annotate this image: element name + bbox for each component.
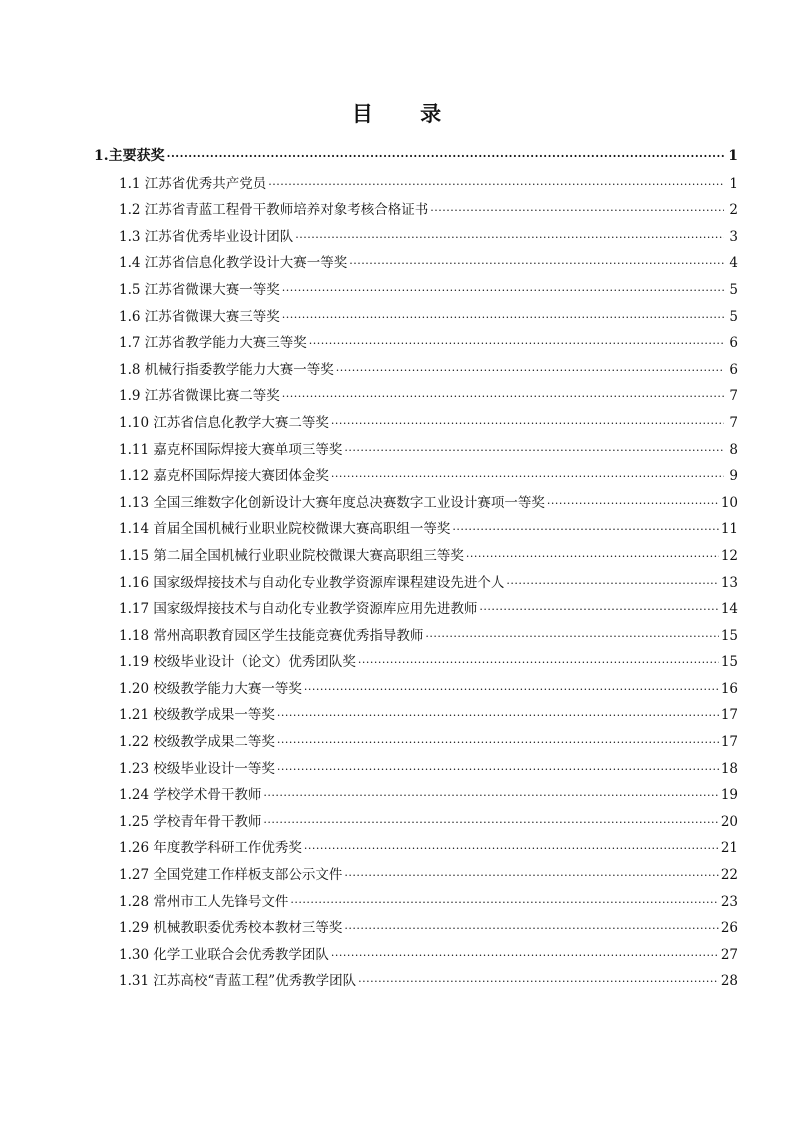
toc-entry[interactable] bbox=[94, 251, 738, 278]
toc-dot-leader bbox=[304, 679, 719, 693]
toc-entry-page-number: 5 bbox=[729, 308, 738, 325]
toc-entry-page-number: 3 bbox=[729, 228, 738, 245]
toc-entry[interactable] bbox=[94, 943, 738, 970]
toc-entry-page-number: 10 bbox=[720, 494, 738, 511]
toc-entry-page-number: 6 bbox=[729, 361, 738, 378]
toc-entry-label: 1.23 校级毕业设计一等奖 bbox=[119, 760, 275, 777]
toc-entry-label: 1.18 常州高职教育园区学生技能竞赛优秀指导教师 bbox=[119, 627, 424, 644]
toc-entry[interactable] bbox=[94, 172, 738, 199]
toc-entry[interactable] bbox=[94, 677, 738, 704]
toc-entry-label: 1.1 江苏省优秀共产党员 bbox=[119, 175, 267, 192]
toc-entry-page-number: 17 bbox=[720, 707, 738, 724]
toc-dot-leader bbox=[344, 440, 724, 454]
toc-entry-page-number: 15 bbox=[720, 627, 738, 644]
toc-entry-label: 1.16 国家级焊接技术与自动化专业教学资源库课程建设先进个人 bbox=[119, 574, 505, 591]
toc-entry[interactable] bbox=[94, 703, 738, 730]
toc-entry-page-number: 5 bbox=[729, 281, 738, 298]
toc-entry[interactable] bbox=[94, 225, 738, 252]
toc-entry-page-number: 8 bbox=[729, 441, 738, 458]
toc-entry-label: 1.6 江苏省微课大赛三等奖 bbox=[119, 308, 280, 325]
toc-entry-page-number: 4 bbox=[729, 255, 738, 272]
toc-entry[interactable] bbox=[94, 624, 738, 651]
toc-entry-label: 1.9 江苏省微课比赛二等奖 bbox=[119, 388, 280, 405]
toc-entry-page-number: 1 bbox=[728, 148, 738, 164]
toc-section-entry[interactable] bbox=[94, 145, 738, 172]
toc-entry-page-number: 21 bbox=[720, 840, 738, 857]
toc-entry[interactable] bbox=[94, 571, 738, 598]
toc-entry[interactable] bbox=[94, 544, 738, 571]
toc-entry-page-number: 13 bbox=[720, 574, 738, 591]
toc-dot-leader bbox=[430, 201, 724, 215]
toc-entry-page-number: 16 bbox=[720, 680, 738, 697]
toc-entry-page-number: 12 bbox=[720, 547, 738, 564]
toc-entry-label: 1.11 嘉克杯国际焊接大赛单项三等奖 bbox=[119, 441, 343, 458]
toc-dot-leader bbox=[331, 467, 724, 481]
toc-entry-page-number: 14 bbox=[720, 601, 738, 618]
toc-entry-label: 1.2 江苏省青蓝工程骨干教师培养对象考核合格证书 bbox=[119, 202, 429, 219]
toc-entry-label: 1.14 首届全国机械行业职业院校微课大赛高职组一等奖 bbox=[119, 521, 451, 538]
toc-dot-leader bbox=[349, 254, 724, 268]
toc-entry[interactable] bbox=[94, 491, 738, 518]
toc-dot-leader bbox=[344, 866, 718, 880]
toc-entry[interactable] bbox=[94, 730, 738, 757]
toc-entry[interactable] bbox=[94, 331, 738, 358]
toc-entry[interactable] bbox=[94, 757, 738, 784]
toc-entry-page-number: 22 bbox=[720, 867, 738, 884]
toc-entry-label: 1.15 第二届全国机械行业职业院校微课大赛高职组三等奖 bbox=[119, 547, 464, 564]
toc-entry-page-number: 7 bbox=[729, 388, 738, 405]
toc-entry-page-number: 2 bbox=[729, 202, 738, 219]
toc-entry-label: 1.7 江苏省教学能力大赛三等奖 bbox=[119, 335, 307, 352]
table-of-contents bbox=[94, 145, 738, 996]
toc-dot-leader bbox=[358, 972, 719, 986]
toc-dot-leader bbox=[358, 653, 719, 667]
toc-dot-leader bbox=[344, 919, 718, 933]
toc-entry-label: 1.30 化学工业联合会优秀教学团队 bbox=[119, 946, 329, 963]
toc-entry[interactable] bbox=[94, 916, 738, 943]
toc-entry[interactable] bbox=[94, 305, 738, 332]
toc-entry-page-number: 9 bbox=[729, 468, 738, 485]
toc-entry-label: 1.21 校级教学成果一等奖 bbox=[119, 707, 275, 724]
toc-dot-leader bbox=[268, 174, 724, 188]
toc-entry-page-number: 15 bbox=[720, 654, 738, 671]
toc-entry-label: 1.5 江苏省微课大赛一等奖 bbox=[119, 281, 280, 298]
toc-dot-leader bbox=[277, 733, 719, 747]
toc-entry-label: 1.29 机械教职委优秀校本教材三等奖 bbox=[119, 920, 343, 937]
toc-dot-leader bbox=[167, 146, 724, 160]
toc-dot-leader bbox=[290, 892, 718, 906]
toc-entry-page-number: 27 bbox=[720, 946, 738, 963]
toc-dot-leader bbox=[295, 227, 724, 241]
toc-entry[interactable] bbox=[94, 890, 738, 917]
toc-entry-page-number: 17 bbox=[720, 734, 738, 751]
toc-entry[interactable] bbox=[94, 969, 738, 996]
toc-entry-page-number: 6 bbox=[729, 335, 738, 352]
toc-entry-page-number: 26 bbox=[720, 920, 738, 937]
toc-dot-leader bbox=[336, 360, 724, 374]
toc-entry-label: 1.27 全国党建工作样板支部公示文件 bbox=[119, 867, 343, 884]
toc-entry-page-number: 23 bbox=[720, 893, 738, 910]
toc-entry[interactable] bbox=[94, 384, 738, 411]
toc-entry[interactable] bbox=[94, 863, 738, 890]
toc-entry-page-number: 20 bbox=[720, 813, 738, 830]
toc-dot-leader bbox=[282, 280, 724, 294]
toc-entry[interactable] bbox=[94, 278, 738, 305]
toc-entry-label: 1.22 校级教学成果二等奖 bbox=[119, 734, 275, 751]
toc-entry-label: 1.26 年度教学科研工作优秀奖 bbox=[119, 840, 302, 857]
toc-entry-label: 1.12 嘉克杯国际焊接大赛团体金奖 bbox=[119, 468, 329, 485]
toc-entry-label: 1.31 江苏高校“青蓝工程”优秀教学团队 bbox=[119, 973, 357, 990]
toc-dot-leader bbox=[277, 759, 719, 773]
toc-dot-leader bbox=[479, 600, 718, 614]
toc-entry-label: 1.25 学校青年骨干教师 bbox=[119, 813, 262, 830]
toc-dot-leader bbox=[277, 706, 719, 720]
toc-entry-label: 1.8 机械行指委教学能力大赛一等奖 bbox=[119, 361, 334, 378]
toc-dot-leader bbox=[282, 307, 724, 321]
toc-entry-page-number: 18 bbox=[720, 760, 738, 777]
toc-entry[interactable] bbox=[94, 783, 738, 810]
toc-dot-leader bbox=[331, 945, 719, 959]
toc-dot-leader bbox=[304, 839, 719, 853]
toc-entry-label: 1.4 江苏省信息化教学设计大赛一等奖 bbox=[119, 255, 348, 272]
toc-entry-page-number: 28 bbox=[720, 973, 738, 990]
toc-entry[interactable] bbox=[94, 358, 738, 385]
toc-entry-label: 1.17 国家级焊接技术与自动化专业教学资源库应用先进教师 bbox=[119, 601, 478, 618]
toc-dot-leader bbox=[263, 812, 718, 826]
toc-entry[interactable] bbox=[94, 411, 738, 438]
toc-entry-label: 1.10 江苏省信息化教学大赛二等奖 bbox=[119, 414, 329, 431]
toc-dot-leader bbox=[506, 573, 718, 587]
toc-entry[interactable] bbox=[94, 836, 738, 863]
toc-dot-leader bbox=[263, 786, 718, 800]
toc-entry-label: 1.主要获奖 bbox=[94, 148, 165, 164]
toc-entry-label: 1.24 学校学术骨干教师 bbox=[119, 787, 262, 804]
toc-dot-leader bbox=[282, 387, 724, 401]
toc-entry-label: 1.28 常州市工人先锋号文件 bbox=[119, 893, 289, 910]
toc-entry-page-number: 11 bbox=[720, 521, 738, 538]
toc-entry[interactable] bbox=[94, 198, 738, 225]
toc-entry-page-number: 7 bbox=[729, 414, 738, 431]
toc-dot-leader bbox=[452, 520, 718, 534]
toc-dot-leader bbox=[466, 546, 719, 560]
toc-entry-label: 1.19 校级毕业设计（论文）优秀团队奖 bbox=[119, 654, 356, 671]
toc-entry[interactable] bbox=[94, 464, 738, 491]
toc-entry[interactable] bbox=[94, 597, 738, 624]
toc-entry-label: 1.20 校级教学能力大赛一等奖 bbox=[119, 680, 302, 697]
toc-dot-leader bbox=[331, 413, 724, 427]
toc-dot-leader bbox=[547, 493, 719, 507]
toc-entry[interactable] bbox=[94, 650, 738, 677]
toc-entry[interactable] bbox=[94, 810, 738, 837]
toc-entry-page-number: 1 bbox=[729, 175, 738, 192]
toc-dot-leader bbox=[425, 626, 718, 640]
toc-entry[interactable] bbox=[94, 517, 738, 544]
toc-entry-label: 1.3 江苏省优秀毕业设计团队 bbox=[119, 228, 294, 245]
toc-entry-page-number: 19 bbox=[720, 787, 738, 804]
page-title: 目 录 bbox=[351, 102, 462, 126]
toc-dot-leader bbox=[309, 334, 724, 348]
toc-entry[interactable] bbox=[94, 438, 738, 465]
toc-entry-label: 1.13 全国三维数字化创新设计大赛年度总决赛数字工业设计赛项一等奖 bbox=[119, 494, 545, 511]
